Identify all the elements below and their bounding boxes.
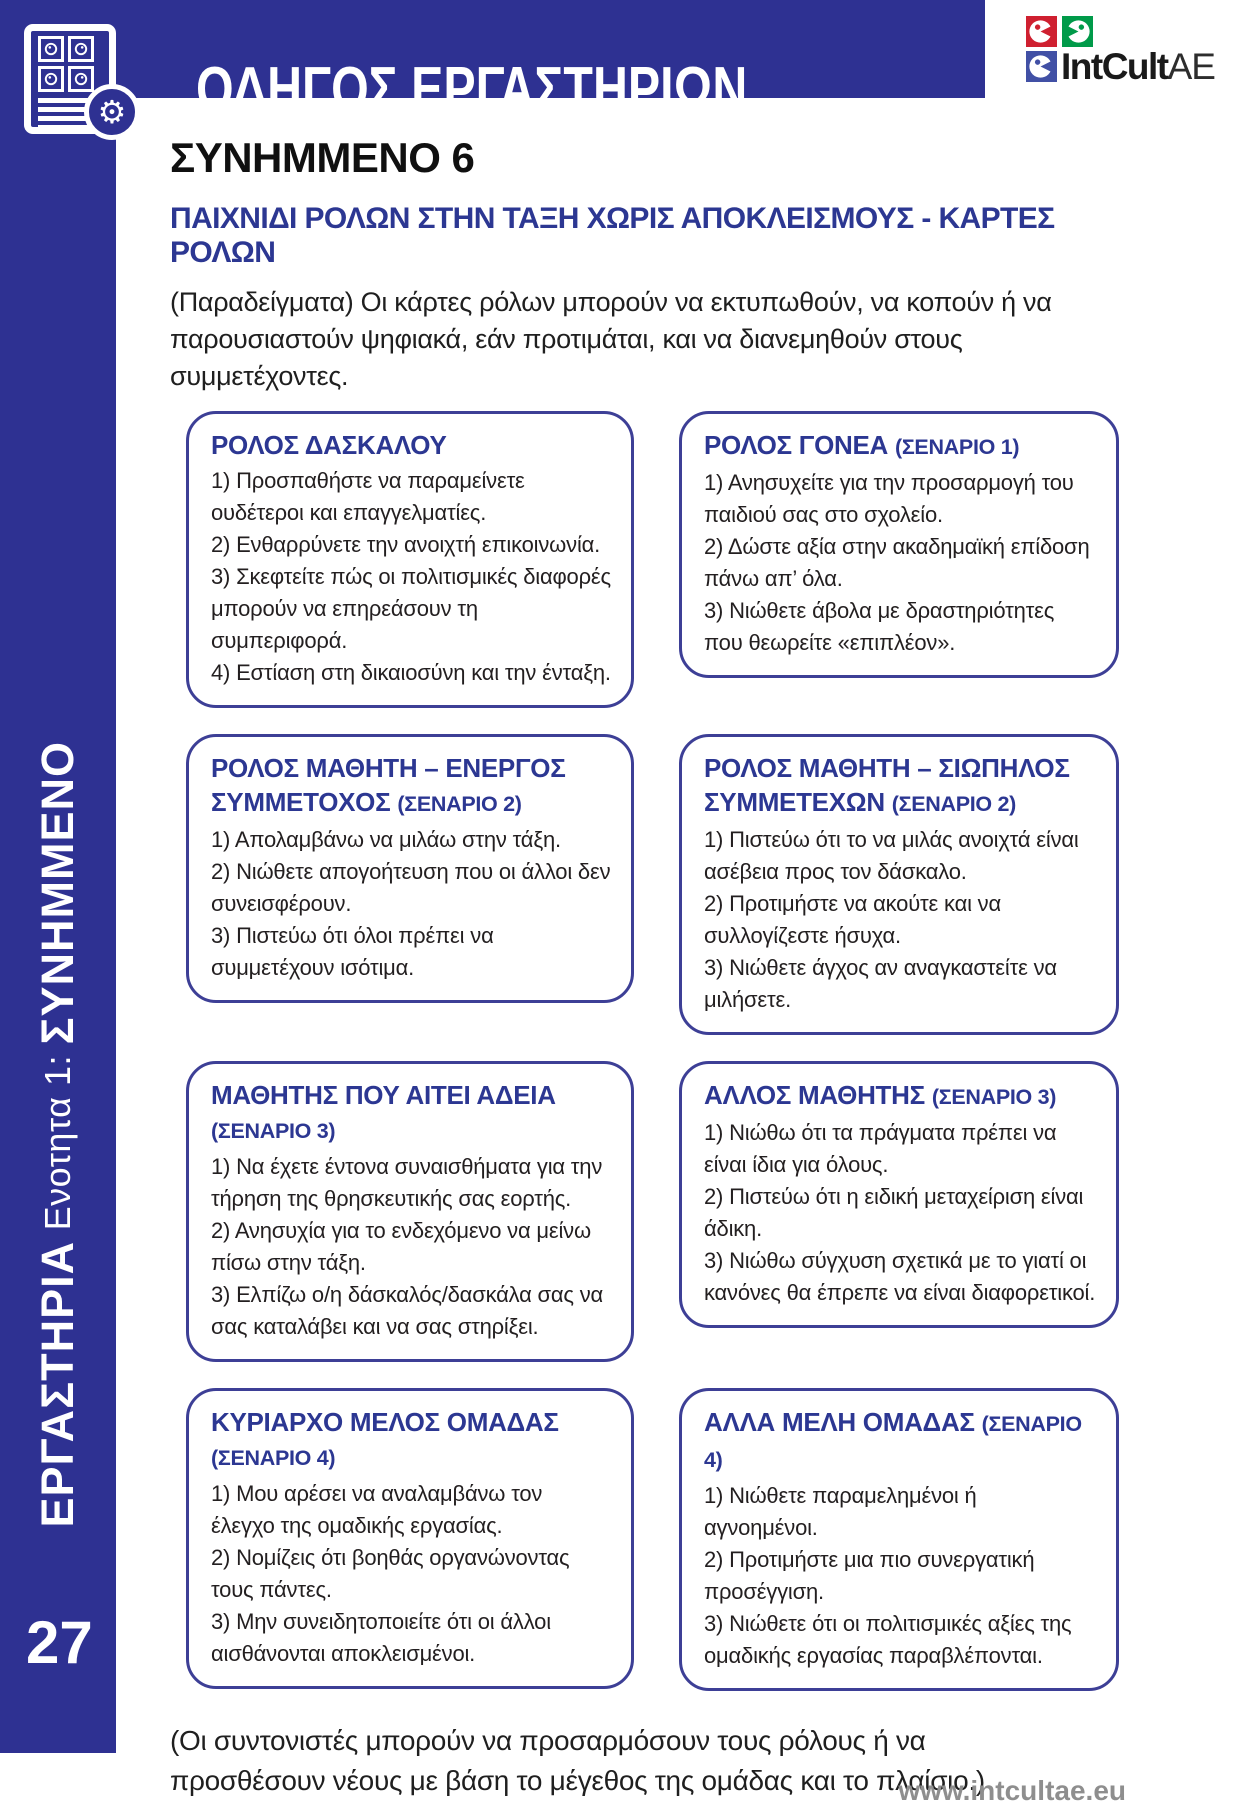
sidebar [0,0,116,1753]
face-cell-icon [38,66,64,92]
role-cards-grid [186,411,1128,1691]
sidebar-vertical-bold-1: ΕΡΓΑΣΤΗΡΙΑ [32,1241,83,1528]
face-cell-icon [68,66,94,92]
role-card [679,1388,1119,1691]
role-card-scenario: (ΣΕΝΑΡΙΟ 1) [894,435,1020,459]
page-number: 27 [26,1609,93,1676]
role-card-item: 2) Νιώθετε απογοήτευση που οι άλλοι δεν συνεισφέρουν. [211,859,611,916]
role-card-scenario: (ΣΕΝΑΡΙΟ 2) [397,792,522,816]
role-card-item: 1) Πιστεύω ότι το να μιλάς ανοιχτά είναι ασέβεια προς τον δάσκαλο. [704,827,1079,884]
role-card-item: 3) Νιώθετε άβολα με δραστηριότητες που θεωρείτε «επιπλέον». [704,598,1055,655]
document-faces-grid [38,36,94,92]
role-card-item: 3) Νιώθετε ότι οι πολιτισμικές αξίες της ομαδικής εργασίας παραβλέπονται. [704,1611,1072,1668]
role-card-title [704,751,1096,821]
role-card-scenario: (ΣΕΝΑΡΙΟ 4) [704,1412,1082,1472]
role-card-scenario: (ΣΕΝΑΡΙΟ 4) [211,1446,336,1470]
face-cell-icon [68,36,94,62]
role-card-item: 2) Δώστε αξία στην ακαδημαϊκή επίδοση πάνω απ’ όλα. [704,534,1090,591]
role-card-item: 3) Νιώθω σύγχυση σχετικά με το γιατί οι κανόνες θα έπρεπε να είναι διαφορετικοί. [704,1248,1096,1305]
intro-paragraph: (Παραδείγματα) Οι κάρτες ρόλων μπορούν να εκτυπωθούν, να κοπούν ή να παρουσιαστούν ψηφιακά, εάν προτιμάται, και να διανεμηθούν στους συμμετέχοντες. [170,287,1052,391]
role-card-item: 1) Μου αρέσει να αναλαμβάνω τον έλεγχο της ομαδικής εργασίας. [211,1481,543,1538]
logo-text-suffix: AE [1167,46,1215,87]
footer-area [170,1721,1128,1806]
role-card [679,734,1119,1035]
role-card-title-text: ΡΟΛΟΣ ΔΑΣΚΑΛΟΥ [211,430,447,460]
role-card [186,1061,634,1362]
role-card [679,1061,1119,1328]
sidebar-vertical-bold-2: ΣΥΝΗΜΜΕΝΟ [32,741,83,1045]
role-card [186,411,634,708]
sidebar-vertical-regular: Ενοτητα 1: [37,1044,78,1242]
face-icon-blue [1026,51,1057,82]
role-card-item: 2) Προτιμήστε μια πιο συνεργατική προσέγγιση. [704,1547,1035,1604]
face-icon-green [1062,16,1093,47]
role-card [679,411,1119,678]
website-link[interactable]: www.intcultae.eu [898,1775,1126,1806]
role-card-item: 1) Να έχετε έντονα συναισθήματα για την τήρηση της θρησκευτικής σας εορτής. [211,1154,603,1211]
page-title: ΟΔΗΓΟΣ ΕΡΓΑΣΤΗΡΙΩΝ [196,54,748,124]
role-card-item: 1) Προσπαθήστε να παραμείνετε ουδέτεροι και επαγγελματίες. [211,468,525,525]
role-card-item: 2) Ανησυχία για το ενδεχόμενο να μείνω πίσω στην τάξη. [211,1218,591,1275]
role-card-item: 3) Ελπίζω ο/η δάσκαλός/δασκάλα σας να σας καταλάβει και να σας στηρίξει. [211,1282,604,1339]
role-card-item: 1) Ανησυχείτε για την προσαρμογή του παιδιού σας στο σχολείο. [704,470,1074,527]
role-card-title [704,1078,1096,1114]
role-card-title-text: ΑΛΛΟΣ ΜΑΘΗΤΗΣ [704,1080,925,1110]
role-card-item: 3) Πιστεύω ότι όλοι πρέπει να συμμετέχουν ισότιμα. [211,923,494,980]
role-card [186,1388,634,1689]
workshop-document-gear-icon [18,22,140,140]
role-card-scenario: (ΣΕΝΑΡΙΟ 3) [931,1085,1057,1109]
role-card-title-text: ΡΟΛΟΣ ΜΑΘΗΤΗ – ΣΙΩΠΗΛΟΣ ΣΥΜΜΕΤΕΧΩΝ [704,753,1070,817]
role-card-title [211,428,611,462]
header-band [0,0,985,124]
logo-text-main: IntCult [1061,46,1168,87]
logo-wordmark [1061,46,1215,87]
main-content [170,134,1128,1806]
role-card-item: 2) Νομίζεις ότι βοηθάς οργανώνοντας τους πάντες. [211,1545,570,1602]
role-card-title [211,1405,611,1475]
role-card-item: 3) Μην συνειδητοποιείτε ότι οι άλλοι αισθάνονται αποκλεισμένοι. [211,1609,551,1666]
role-card-title [704,428,1096,464]
role-card-title [211,751,611,821]
role-card-item: 1) Νιώθετε παραμελημένοι ή αγνοημένοι. [704,1483,977,1540]
role-card-item: 1) Νιώθω ότι τα πράγματα πρέπει να είναι ίδια για όλους. [704,1120,1057,1177]
role-card-title-text: ΡΟΛΟΣ ΓΟΝΕΑ [704,430,889,460]
sidebar-vertical-title [18,741,98,1528]
role-card-item: 2) Προτιμήστε να ακούτε και να συλλογίζεστε ήσυχα. [704,891,1002,948]
role-card-title-text: ΑΛΛΑ ΜΕΛΗ ΟΜΑΔΑΣ [704,1407,975,1437]
role-card-title-text: ΡΟΛΟΣ ΜΑΘΗΤΗ – ΕΝΕΡΓΟΣ ΣΥΜΜΕΤΟΧΟΣ [211,753,566,817]
role-card-item: 4) Εστίαση στη δικαιοσύνη και την ένταξη. [211,660,611,685]
gear-icon [84,84,140,140]
role-card [186,734,634,1003]
attachment-title: ΣΥΝΗΜΜΕΝΟ 6 [170,134,475,181]
role-card-scenario: (ΣΕΝΑΡΙΟ 3) [211,1119,336,1143]
face-cell-icon [38,36,64,62]
role-card-scenario: (ΣΕΝΑΡΙΟ 2) [891,792,1017,816]
role-card-title [211,1078,611,1148]
role-card-item: 3) Σκεφτείτε πώς οι πολιτισμικές διαφορές μπορούν να επηρεάσουν τη συμπεριφορά. [211,564,611,653]
intcultae-logo [1026,16,1215,87]
role-card-item: 1) Απολαμβάνω να μιλάω στην τάξη. [211,827,561,852]
role-card-title-text: ΜΑΘΗΤΗΣ ΠΟΥ ΑΙΤΕΙ ΑΔΕΙΑ [211,1080,556,1110]
role-card-title [704,1405,1096,1477]
role-card-item: 2) Ενθαρρύνετε την ανοιχτή επικοινωνία. [211,532,601,557]
section-subtitle: ΠΑΙΧΝΙΔΙ ΡΟΛΩΝ ΣΤΗΝ ΤΑΞΗ ΧΩΡΙΣ ΑΠΟΚΛΕΙΣΜΟΥΣ - ΚΑΡΤΕΣ ΡΟΛΩΝ [170,202,1055,269]
role-card-item: 2) Πιστεύω ότι η ειδική μεταχείριση είναι άδικη. [704,1184,1084,1241]
role-card-title-text: ΚΥΡΙΑΡΧΟ ΜΕΛΟΣ ΟΜΑΔΑΣ [211,1407,559,1437]
role-card-item: 3) Νιώθετε άγχος αν αναγκαστείτε να μιλήσετε. [704,955,1057,1012]
footer-note: (Οι συντονιστές μπορούν να προσαρμόσουν τους ρόλους ή να προσθέσουν νέους με βάση το μέγεθος της ομάδας και το πλαίσιο.) [170,1725,985,1796]
face-icon-red [1026,16,1057,47]
gear-glyph: ⚙ [97,93,127,131]
